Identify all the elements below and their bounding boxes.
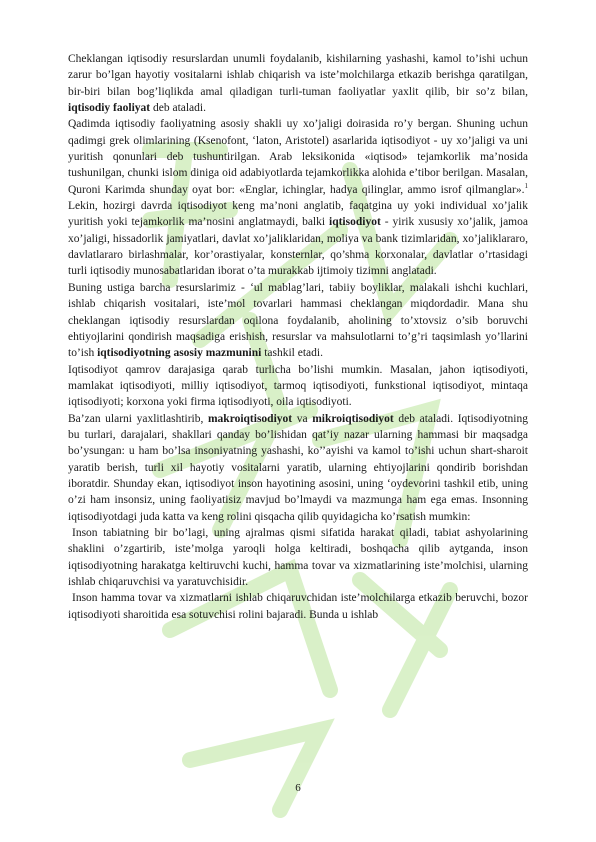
text-run: Iqtisodiyot qamrov darajasiga qarab turlicha bo’lishi mumkin. Masalan, jahon iqtisodiyoti, mamlakat iqtisodiyoti, milliy iqtisodiyot, tarmoq iqtisodiyoti, funkstional iqtisodiyot, mintaqa iqtisodiyoti; korxona yoki firma iqtisodiyoti, oila iqtisodiyoti.	[68, 363, 528, 409]
body-text	[68, 51, 528, 623]
bold-term: iqtisodiyotning asosiy mazmunini	[97, 347, 262, 360]
bold-term: iqtisodiy faoliyat	[68, 102, 151, 115]
paragraph-p3	[68, 280, 528, 362]
footnote-ref: 1	[524, 181, 528, 190]
paragraph-p7	[68, 590, 528, 623]
text-run: Ba’zan ularni yaxlitlashtirib,	[68, 412, 208, 425]
text-run: Cheklangan iqtisodiy resurslardan unumli foydalanib, kishilarning yashashi, kamol to’ishi uchun zarur bo’lgan hayotiy vositalarni ishlab chiqarish va iste’molchilarga etkazib berishga qaratilgan, bir-biri bilan bog’liqlikda amal qiladigan turli-tuman faoliyatlar yaxlit qilib, bir so’z bilan,	[68, 53, 528, 98]
text-run: Qadimda iqtisodiy faoliyatning asosiy shakli uy xo’jaligi doirasida ro’y bergan. Shuning uchun qadimgi grek olimlarining (Ksenofont, ‘laton, Aristotel) asarlarida iqtisodiyot - uy xo’jaligi va uni yuritish qonunlari deb tushuntirilgan. Arab leksikonida «iqtisod» tejamkorlik ma’nosida tushunilgan, chunki islom diniga oid adabiyotlarda tejamkorlikka alohida e’tibor berilgan. Masalan, Quroni Karimda shunday oyat bor: «Englar, ichinglar, hadya qilinglar, ammo isrof qilmanglar».	[68, 118, 528, 196]
paragraph-p1	[68, 51, 528, 116]
bold-term: mikroiqtisodiyot	[312, 412, 394, 425]
text-run: deb ataladi.	[150, 102, 206, 115]
text-run: tashkil etadi.	[261, 347, 323, 360]
page-number: 6	[295, 782, 301, 794]
text-run: va	[292, 412, 313, 425]
bold-term: iqtisodiyot	[329, 216, 381, 229]
text-run: deb ataladi. Iqtisodiyotning bu turlari, darajalari, shakllari qanday bo’lishidan qat’iy nazar ularning hammasi bir maqsadga bo’ysungan: u ham bo’lsa insoniyatning yashashi, ko’’ayishi va kamol to’ishi uchun shart-sharoit yaratib berish, turli xil hayotiy vositalarni yaratib, ularning ehtiyojlarini qondirib borishdan iboratdir. Shunday ekan, iqtisodiyot inson hayotining asosini, uning ‘oydevorini tashkil etib, uning o’zi ham insonsiz, uning faoliyatisiz mavjud bo’lmaydi va mazmunga ham ega emas. Insonning iqtisodiyotdagi juda katta va keng rolini qisqacha qilib quyidagicha ko’rsatish mumkin:	[68, 412, 528, 523]
paragraph-p5	[68, 411, 528, 525]
paragraph-p4	[68, 362, 528, 411]
text-run: Buning ustiga barcha resurslarimiz - ‘ul mablag’lari, tabiiy boyliklar, malakali ishchi kuchlari, ishlab chiqarish vositalari, iste’mol tovarlari hammasi cheklangan miqdordadir. Mana shu cheklangan iqtisodiy resurslardan oqilona foydalanib, aholining to’xtovsiz o’sib boruvchi ehtiyojlarini qondirish maqsadiga erishish, resurslar va mahsulotlarni to’g’ri taqsimlash yo’llarini to’ish	[68, 281, 528, 360]
bold-term: makroiqtisodiyot	[207, 412, 293, 425]
paragraph-p2	[68, 116, 528, 279]
text-run: Lekin, hozirgi davrda iqtisodiyot keng ma’noni anglatib, faqatgina uy yoki individual xo’jalik yuritish yoki tejamkorlik ma’nosini anglatmaydi, balki	[68, 200, 528, 229]
text-run: Inson tabiatning bir bo’lagi, uning ajralmas qismi sifatida harakat qiladi, tabiat ashyolarining shaklini o’zgartirib, iste’molga yaroqli holga keltiradi, boshqacha qilib aytganda, inson iqtisodiyotning harakatga keltiruvchi kuchi, hamma tovar va xizmatlarining iste’molchisi, ularning ishlab chiqaruvchisi va yaratuvchisidir.	[68, 526, 528, 588]
text-run: Inson hamma tovar va xizmatlarni ishlab chiqaruvchidan iste’molchilarga etkazib beruvchi, bozor iqtisodiyoti sharoitida esa sotuvchisi rolini bajaradi. Bunda u ishlab	[68, 592, 528, 621]
paragraph-p6	[68, 525, 528, 590]
text-run: - yirik xususiy xo’jalik, jamoa xo’jaligi, hissadorlik jamiyatlari, davlat xo’jaliklaridan, moliya va bank tizimlaridan, xo’jaliklararo, davlatlararo birlashmalar, kor’orastiyalar, konsternlar, qo’shma korxonalar, davlatlar o’rtasidagi turli iqtisodiy munosabatlaridan iborat o’ta murakkab ijtimoiy tizimni anglatadi.	[68, 216, 528, 278]
